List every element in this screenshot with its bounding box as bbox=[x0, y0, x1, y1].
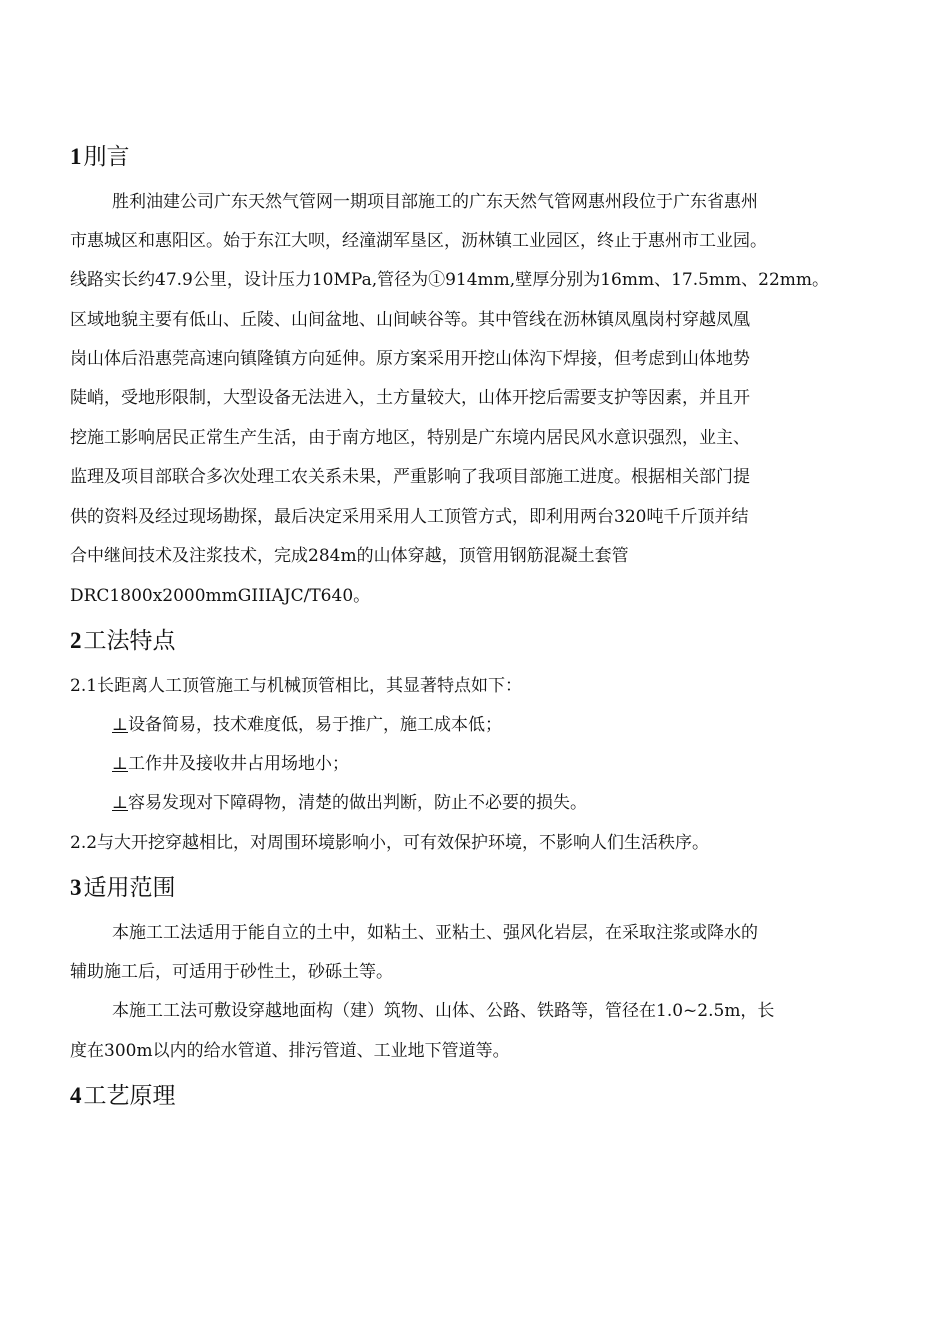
section-2-title: 工法特点 bbox=[83, 628, 176, 654]
section-3-heading bbox=[70, 873, 176, 903]
section-1-line-6: 陡峭，受地形限制，大型设备无法进入，土方量较大，山体开挖后需要支护等因素，并且开 bbox=[70, 388, 750, 408]
section-1-line-5: 岗山体后沿惠莞高速向镇隆镇方向延伸。原方案采用开挖山体沟下焊接，但考虑到山体地势 bbox=[70, 349, 750, 369]
bullet-mark-icon: ⊥ bbox=[112, 754, 128, 774]
section-3-para1-line-1: 本施工工法适用于能自立的土中，如粘土、亚粘土、强风化岩层，在采取注浆或降水的 bbox=[112, 923, 758, 943]
bullet-item bbox=[112, 752, 349, 776]
bullet-mark-icon: ⊥ bbox=[112, 715, 128, 735]
bullet-item bbox=[112, 791, 587, 815]
section-4-heading bbox=[70, 1081, 176, 1111]
section-1-line-2: 市惠城区和惠阳区。始于东江大呗，经潼湖军垦区，沥林镇工业园区，终止于惠州市工业园。 bbox=[70, 231, 767, 251]
section-1-line-11: DRC1800x2000mmGIIIAJC/T640。 bbox=[70, 586, 371, 606]
section-1-line-4: 区域地貌主要有低山、丘陵、山间盆地、山间峡谷等。其中管线在沥林镇凤凰岗村穿越凤凰 bbox=[70, 310, 750, 330]
bullet-item bbox=[112, 713, 502, 737]
section-1-heading bbox=[70, 142, 130, 172]
section-3-para1-line-2: 辅助施工后，可适用于砂性土，砂砾土等。 bbox=[70, 962, 393, 982]
item-2-1: 2.1长距离人工顶管施工与机械顶管相比，其显著特点如下： bbox=[70, 676, 523, 696]
bullet-mark-icon: ⊥ bbox=[112, 793, 128, 813]
section-1-line-1: 胜利油建公司广东天然气管网一期项目部施工的广东天然气管网惠州段位于广东省惠州 bbox=[112, 192, 758, 212]
section-3-para2-line-1: 本施工工法可敷设穿越地面构（建）筑物、山体、公路、铁路等，管径在1.0~2.5m，长 bbox=[112, 1001, 775, 1021]
section-3-title: 适用范围 bbox=[83, 875, 176, 901]
section-1-line-3: 线路实长约47.9公里，设计压力10MPa,管径为①914mm,壁厚分别为16mm、17.5mm、22mm。 bbox=[70, 270, 830, 290]
bullet-text: 工作井及接收井占用场地小； bbox=[128, 754, 349, 774]
section-1-line-9: 供的资料及经过现场勘探，最后决定采用采用人工顶管方式，即利用两台320吨千斤顶并结 bbox=[70, 507, 749, 527]
section-1-line-10: 合中继间技术及注浆技术，完成284m的山体穿越，顶管用钢筋混凝土套管 bbox=[70, 546, 629, 566]
bullet-text: 容易发现对下障碍物，清楚的做出判断，防止不必要的损失。 bbox=[128, 793, 587, 813]
section-1-title: 刖言 bbox=[83, 144, 130, 170]
bullet-text: 设备简易，技术难度低，易于推广，施工成本低； bbox=[128, 715, 502, 735]
item-2-2: 2.2与大开挖穿越相比，对周围环境影响小，可有效保护环境，不影响人们生活秩序。 bbox=[70, 833, 710, 853]
section-3-number: 3 bbox=[70, 875, 82, 900]
section-2-number: 2 bbox=[70, 628, 82, 653]
section-1-number: 1 bbox=[70, 144, 82, 169]
section-4-number: 4 bbox=[70, 1083, 82, 1108]
section-2-heading bbox=[70, 626, 176, 656]
section-4-title: 工艺原理 bbox=[83, 1083, 176, 1109]
section-3-para2-line-2: 度在300m以内的给水管道、排污管道、工业地下管道等。 bbox=[70, 1041, 510, 1061]
section-1-line-8: 监理及项目部联合多次处理工农关系未果，严重影响了我项目部施工进度。根据相关部门提 bbox=[70, 467, 750, 487]
section-1-line-7: 挖施工影响居民正常生产生活，由于南方地区，特别是广东境内居民风水意识强烈，业主、 bbox=[70, 428, 750, 448]
